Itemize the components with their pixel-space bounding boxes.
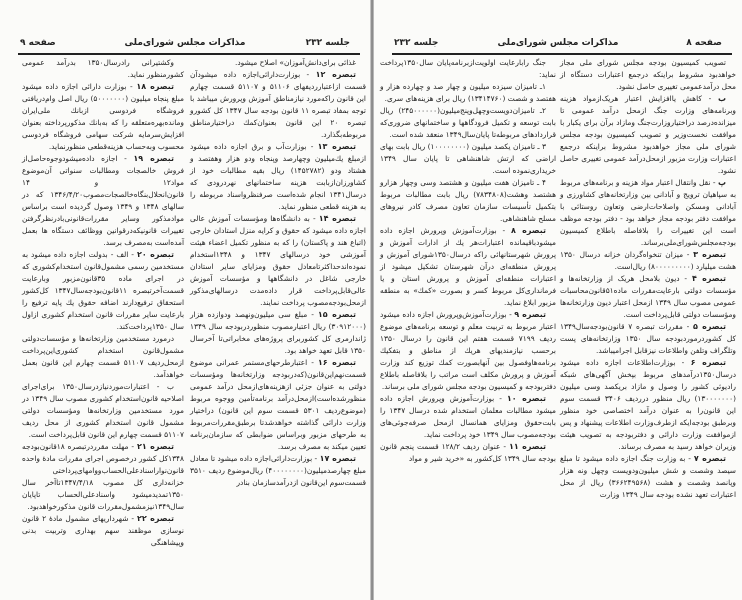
paragraph-text: وکشتیرانی رادرسال۱۳۵۰ بدرآمد عمومی کشورمنظور نماید. [22, 58, 184, 79]
clause-label: تبصره ۱۸ [136, 82, 175, 91]
paragraph [190, 69, 366, 141]
clause-label: تبصره ۸ [510, 226, 546, 235]
paragraph [380, 81, 556, 105]
clause-label: تبصره ۱۳ [317, 142, 356, 151]
paragraph-text: ب - اعتبارات‌موردنیازدرسال۱۳۵۰ برای‌اجرای اصلاحیه قانون‌استخدام کشوری مصوب سال ۱۳۴۹ در مورد مستخدمین وزارتخانه‌ها ومؤسسات دولتی مشمول قانون استخدام کشوری از محل ردیف ۵۱۱۰۷ قسمت چهارم این قانون قابل‌پرداخت است. [22, 382, 184, 439]
paragraph [190, 141, 366, 213]
paragraph-text: - بوزارت‌آموزش‌وپرورش اجازه داده میشود اعتبار مربوط به تربیت معلم و توسعه برنامه‌های موضوع ردیف ۷۱۹۹ قسمت هفتم این قانون را درسال ۱۳۵۰ برحسب نیازمندیهای هریك از مناطق و بتفکیك برنامه‌هاوفصول بین آنهابصورت کمك توزیع کند وزارت آموزش و پرورش مکلف است مراتب را بلافاصله باطلاع دفتربودجه و کمیسیون بودجه مجلس شورای ملی برساند. [380, 310, 556, 391]
paragraph-text: - به وزارت جنگ اجازه داده میشود تا مبلغ سیصد وشصت و شش میلیون‌ودویست وچهل ونه هزار وپانصد وشصت و هشت (۳۶۶۲۴۹۵۶۸) ریال از محل اعتبارات تعهد نشده بودجه سال ۱۳۴۹ وزارت [560, 454, 736, 499]
paragraph [380, 441, 556, 465]
clause-label: تبصره ۲۱ [137, 442, 175, 451]
paragraph-text: تصویب کمیسیون بودجه مجلس شورای ملی مجاز خواهدبود مشروط براینکه درجمع اعتبارات دستگاه از محل درآمدعمومی تغییری حاصل نشود. [560, 58, 736, 91]
clause-label: تبصره ۵ [693, 322, 726, 331]
paragraph [22, 333, 184, 381]
header-rule [18, 53, 360, 55]
text-column-right [560, 57, 736, 501]
clause-label: تبصره ۱۵ [317, 310, 356, 319]
paragraph-text: - بوزارت‌دارائی‌اجازه داده میشود تا معادل مبلغ چهارصدمیلیون(۴۰۰۰۰۰۰۰۰) ریال‌موضوع ردیف ۳۵۱۰ قسمت‌سوم این‌قانون ازدرآمدسازمان بنادر [190, 454, 366, 487]
paragraph-text: - الف - بدولت اجازه داده میشود به مستخدمین رسمی مشمول‌قانون استخدام‌کشوری که در اجرای ماده ۳۵قانون‌مزبور وبارعایت قسمت‌آخرتبصره ۱۱قانون‌بودجه‌سال۱۳۴۷ کل‌کشور استحقاق ترفیع‌دارند اضافه حقوق یك پایه ترفیع را بارعایت سایر مقررات قانون استخدام کشوری ازاول سال ۱۳۵۰پرداخت‌کند. [22, 250, 184, 331]
paragraph [380, 57, 556, 81]
paragraph-text: درمورد مستخدمین وزارتخانه‌ها و مؤسسات‌دولتی مشمول‌قانون استخدام کشوری‌این‌پرداخت ازمحل‌ردیف ۵۱۱۰۷ قسمت چهارم این قانون بعمل خواهدآمد. [22, 334, 184, 379]
clause-label: تبصره ۶ [690, 358, 726, 367]
paragraph-text: ۴ ـ تامیزان هفت میلیون و هشتصد وسی وچهار هزارو هشتصد وهشت(۷۸۳۴۸۰۸) ریال بابت مطالبات مربوط بتکمیل تأسیسات سازمان تعاون مصرف کادر نیروهای مسلح شاهنشاهی. [380, 178, 556, 223]
paragraph [560, 93, 736, 177]
paragraph [380, 225, 556, 309]
paragraph-text: - به دانشگاه‌ها ومؤسسات آموزش عالی اجازه داده میشود که حقوق و کرایه منزل استادان خارجی (اتباع هند و پاکستان) را که به منظور تکمیل اعضاء هیئت آموزشی خود درسالهای ۱۳۴۷ و ۱۳۴۸استخدام نموده‌اندحداکثر‌تامعادل حقوق ومزایای سایر استادان خارجی شاغل در دانشگاهها و مؤسسات آموزش عالی‌قابل‌پرداخت قرار داده‌مدت درسالهای‌مذکور ازمحل‌بودجه‌مصوب پرداخت نمایند. [190, 214, 366, 307]
paragraph [22, 249, 184, 333]
publication-title: مذاکرات مجلس شورای‌ملی [497, 38, 619, 48]
clause-label: تبصره ۳ [693, 250, 726, 259]
clause-label: تبصره ۱۹ [133, 154, 174, 163]
paragraph-text: - بوزارت‌اطلاعات اجازه داده میشود درسال۱۳۵۰درآمدهای مربوط بپخش آگهی‌های شبکه رادیوئی کشور را وصول و مازاد بریکصد وسی میلیون (۱۳۰۰۰۰۰۰۰) ریال منظور درردیف ۳۴۰۶ قسمت سوم این قانون‌را به عنوان درآمد اختصاصی خود منظور وبرطبق بودجه‌ایکه ازطرف‌وزارت اطلاعات پیشنهاد و پس ازموافقت وزارت دارائی و دفتربودجه به تصویب هیئت وزیران خواهد رسید به مصرف برساند. [560, 358, 736, 451]
paragraph [380, 309, 556, 393]
text-column-right [190, 57, 366, 489]
paragraph [22, 381, 184, 441]
clause-label: تبصره ۹ [514, 310, 546, 319]
paragraph [190, 309, 366, 357]
paragraph [560, 249, 736, 273]
paragraph-text: - میزان تنخواه‌گردان خزانه درسال ۱۳۵۰ هشت میلیارد (۸۰۰۰۰۰۰۰۰۰) ریال‌است. [560, 250, 736, 271]
clause-label: تبصره ۲۲ [137, 514, 175, 523]
paragraph [380, 177, 556, 225]
clause-label: تبصره ۲۰ [136, 250, 174, 259]
clause-label: تبصره ۱۴ [318, 214, 357, 223]
paragraph [22, 57, 184, 81]
text-column-left [380, 57, 556, 465]
paragraph [560, 57, 736, 93]
session-number: جلسه ۲۳۲ [305, 38, 350, 48]
paragraph-text: - مبلغ سی میلیون‌ونهصد ودوازده هزار (۳۰۹۱۲۰۰۰) ریال اعتبارمصوب منظوردربودجه سال ۱۳۴۹ ژاندارمری کل کشوربرای پروژه‌های مخابراتی‌تا آخرسال ۱۳۵۰ قابل تعهد خواهد بود. [190, 310, 366, 355]
paragraph [560, 453, 736, 501]
paragraph-text: ۲ـ تامیزان‌دویست‌وچهل‌وپنج‌میلیون(۲۴۵۰۰۰۰۰۰) ریال بابت توسعه و تکمیل فرودگاهها و ساختمانهای ضروری‌که قراردادهای مربوطه‌تا پایان‌سال۱۳۴۹ منعقد شده است. [380, 106, 556, 139]
paragraph [190, 57, 366, 69]
paragraph [380, 105, 556, 141]
paragraph-text: - بوزارت‌آب و برق اجازه داده میشود ازمبلغ یك‌میلیون وچهارصد وپنجاه ودو هزار وهفتصد و هشتاد ودو (۱۴۵۲۷۸۲) ریال بقیه مطالبات خود از کشاورزان‌ازبابت هزینه ساختمانهای نهردرودی که درسال۱۳۴۱ انجام شده‌است صرفنظرواسناد مربوطه را به هزینه قطعی منظور نماید. [190, 142, 366, 211]
paragraph-text: - دیون بلامحل هریک از وزارتخانه‌ها و مؤسسات دولتی بارعایت‌مقررات ماده۵۱قانون‌محاسبات عمومی مصوب سال ۱۳۴۹ ازمحل اعتبار دیون وزارتخانه‌ها ومؤسسات دولتی قابل‌پرداخت است. [560, 274, 736, 319]
paragraph-text: - کاهش یاافزایش اعتبار هریک‌ازمواد هزینه وبرنامه‌های وزارت جنگ ازمحل درآمد عمومی تا میزانده‌درصد دراختیاروزارت‌جنگ ومازاد برآن برای یکبار با موافقت نخست‌وزیر و تصویب کمیسیون بودجه مجلس شورای ملی مجاز خواهدبود مشروط براینکه درجمع اعتبارات وزارت مزبور ازمحل‌درآمد عمومی تغییری حاصل نشود. [560, 94, 736, 175]
paragraph-text: - اعتبارطرحهای‌مستمر عمرانی موضوع قسمت‌نهم‌این‌قانون(که‌دربودجه وزارتخانه‌ها ومؤسسات دولتی به عنوان جزئی ازهزینه‌های‌ازمحل درآمد عمومی منظورشده‌است)ازمحل‌درآمد برنامه‌تأمین ووجوه مربوط (موضوع‌ردیف ۵۳۰۱ قسمت سوم این قانون) دراختیار وزارت دارائی گذاشته خواهدشدتا برطبق‌مقررات‌مربوط به طرحهای مزبور وبراساس ضوابطی که سازمان‌برنامه تعیین میکند به مصرف برسد. [190, 358, 366, 451]
paragraph-text: ۱ـ تامیزان سیزده میلیون و چهار صد و چهارده هزار و هفتصد و شصت (۱۳۴۱۴۷۶۰) ریال برای هزینه‌های سری. [380, 82, 556, 103]
page-number: صفحه ۸ [686, 38, 722, 48]
text-column-left [22, 57, 184, 549]
clause-label: پ [717, 178, 726, 187]
clause-label: تبصره ۷ [693, 454, 726, 463]
paragraph-text: - بوزارت‌آموزش وپرورش اجازه داده میشودباقیمانده اعتبارات‌هر یك از ادارات آموزش و پرورش شهرستانهائی راکه درسال۱۳۵۰شورای آموزش و پرورش منطقه‌ای درآن شهرستان تشکیل میشود از اعتبارات منطقه‌ای آموزش و پرورش استان و یا فرمانداری‌کل مربوط کسر و بصورت «کمك» به منطقه مزبور ابلاغ نماید. [380, 226, 557, 307]
paragraph [22, 513, 184, 549]
paragraph-text: - بوزارت‌دارائی‌اجازه داده میشودآن قسمت ازاعتبارردیفهای ۵۱۱۰۶ و ۵۱۱۰۷ قسمت چهارم این قانون راکه‌مورد نیازمناطق آموزش وپرورش میباشد با توجه بمفاد تبصره ۱۱ قانون بودجه سال ۱۳۴۷ کل کشورو تبصره ۲۰ این قانون بعنوان‌کمك دراختیارمناطق مربوطه‌بگذارد. [190, 70, 366, 139]
paragraph-text: - عنوان ردیف ۱۲۸/۲ قسمت پنجم قانون بودجه سال ۱۳۴۹ کل‌کشور به «خرید شیر و مواد [380, 442, 556, 463]
clause-label: تبصره ۱۲ [315, 70, 357, 79]
paragraph [560, 177, 736, 249]
clause-label: تبصره ۱۶ [317, 358, 356, 367]
publication-title: مذاکرات مجلس شورای‌ملی [124, 38, 246, 48]
left-page [0, 0, 370, 600]
page-header [386, 38, 730, 52]
paragraph [190, 453, 366, 489]
paragraph [22, 153, 184, 249]
paragraph-text: غذائی برای‌دانش‌آموزان» اصلاح میشود. [234, 58, 356, 67]
paragraph [560, 273, 736, 321]
paragraph-text: - اجازه داده‌میشودوجوه‌حاصل‌از فروش خالصجات ومطالبات سنواتی آن‌موضوع مواد۱۲ و ۱۴ قانون‌انحلال‌بنگاه‌خالصجات‌مصوب۱۳۴۶/۴/۲۰ که در سالهای ۱۳۴۸ و ۱۳۴۹ وصول گردیده است براساس موادمذکور وسایر مقررات‌قانونی‌بادرنظرگرفتن تغییرات قانونیکه‌درقوانین ووظائف دستگاه ها بعمل آمده‌است به‌مصرف برسد. [22, 154, 184, 247]
right-page [374, 0, 742, 600]
page-number: صفحه ۹ [20, 38, 56, 48]
paragraph [22, 81, 184, 153]
header-rule [392, 53, 732, 55]
page-header [12, 38, 358, 52]
session-number: جلسه ۲۳۲ [394, 38, 439, 48]
paragraph-text: - مقررات تبصره ۷ قانون‌بودجه‌سال۱۳۴۹ کل کشوردرموردبودجه سال ۱۳۵۰ وزارتخانه‌های پست وتلگراف وتلفن واطلاعات نیزقابل اجرامیباشد. [560, 322, 737, 355]
paragraph [190, 213, 366, 309]
paragraph [560, 357, 736, 453]
paragraph [380, 393, 556, 441]
clause-label: ب [717, 94, 726, 103]
paragraph-text: - نقل وانتقال اعتبار مواد هزینه و برنامه‌های مربوط به سپاهیان ترویج و آبادانی بین وزارتخانه‌های کشاورزی و آبادانی ومسکن واصلاحات‌ارضی وتعاون روستائی با موافقت دفتر بودجه مجاز خواهد بود - دفتر بودجه موظف است این تغییرات را بلافاصله باطلاع کمیسیون بودجه‌مجلس‌شورای‌ملی‌برساند. [560, 178, 736, 247]
paragraph-text: - شهرداریهای مشمول مادهٔ ۲ قانون نوسازی موظفند سهم بهداری وتربیت بدنی وپیشاهنگی [22, 514, 184, 547]
clause-label: تبصره ۱۱ [508, 442, 546, 451]
paragraph-text: - بوزارت دارائی اجازه داده میشود مبلغ پنجاه میلیون (۵۰۰۰۰۰۰۰) ریال اصل وام‌دریافتی فروشگاه فردوسی ازبانك ملی‌ایران ومانده‌بهره‌متعلقه را که به‌بانك مذکورپرداخته بعنوان افزایش‌سرمایه شرکت سهامی فروشگاه فردوسی محسوب وبه‌حساب هزینه‌قطعی منظورنماید. [22, 82, 184, 151]
clause-label: تبصره ۴ [691, 274, 726, 283]
clause-label: تبصره ۱۷ [319, 454, 357, 463]
paragraph-text: - بوزارت‌آموزش وپرورش اجازه داده میشود مطالبات معلمان استخدام شده درسال ۱۳۴۷ را بابت‌حقوق ومزایای همانسال ازمحل صرفه‌جوئی‌های بودجه‌مصوب سال ۱۳۴۹ خود پرداخت نماید. [380, 394, 556, 439]
paragraph [22, 441, 184, 513]
clause-label: تبصره ۱۰ [506, 394, 546, 403]
paragraph-text: جنگ رابارعایت اولویت‌ازبرنامه‌پایان سال۱۳۵۰پرداخت نماید: [380, 58, 556, 79]
paragraph-text: ۳ ـ تامیزان یکصد میلیون (۱۰۰۰۰۰۰۰۰) ریال بابت بهای اراضی که ارتش شاهنشاهی تا پایان سال ۱۳۴۹ خریداری‌نموده است. [380, 142, 556, 175]
paragraph [560, 321, 736, 357]
paragraph-text: - مهلت مقرردرتبصره ۱۸قانون‌بودجه ۱۳۴۸کل کشور درخصوص اجرای مقررات مادهٔ واحده قانون‌نواراسنادعلی‌الحساب‌ووامهای‌پرداختی خزانه‌داری کل مصوب ۱۳۴۷/۴/۱۸تاآخر سال ۱۳۵۰تمدیدمیشود واسنادعلی‌الحساب تاپایان سال۱۳۴۹نیزمشمول‌مقررات قانون مذکورخواهدبود. [22, 442, 184, 511]
paragraph [190, 357, 366, 453]
paragraph [380, 141, 556, 177]
